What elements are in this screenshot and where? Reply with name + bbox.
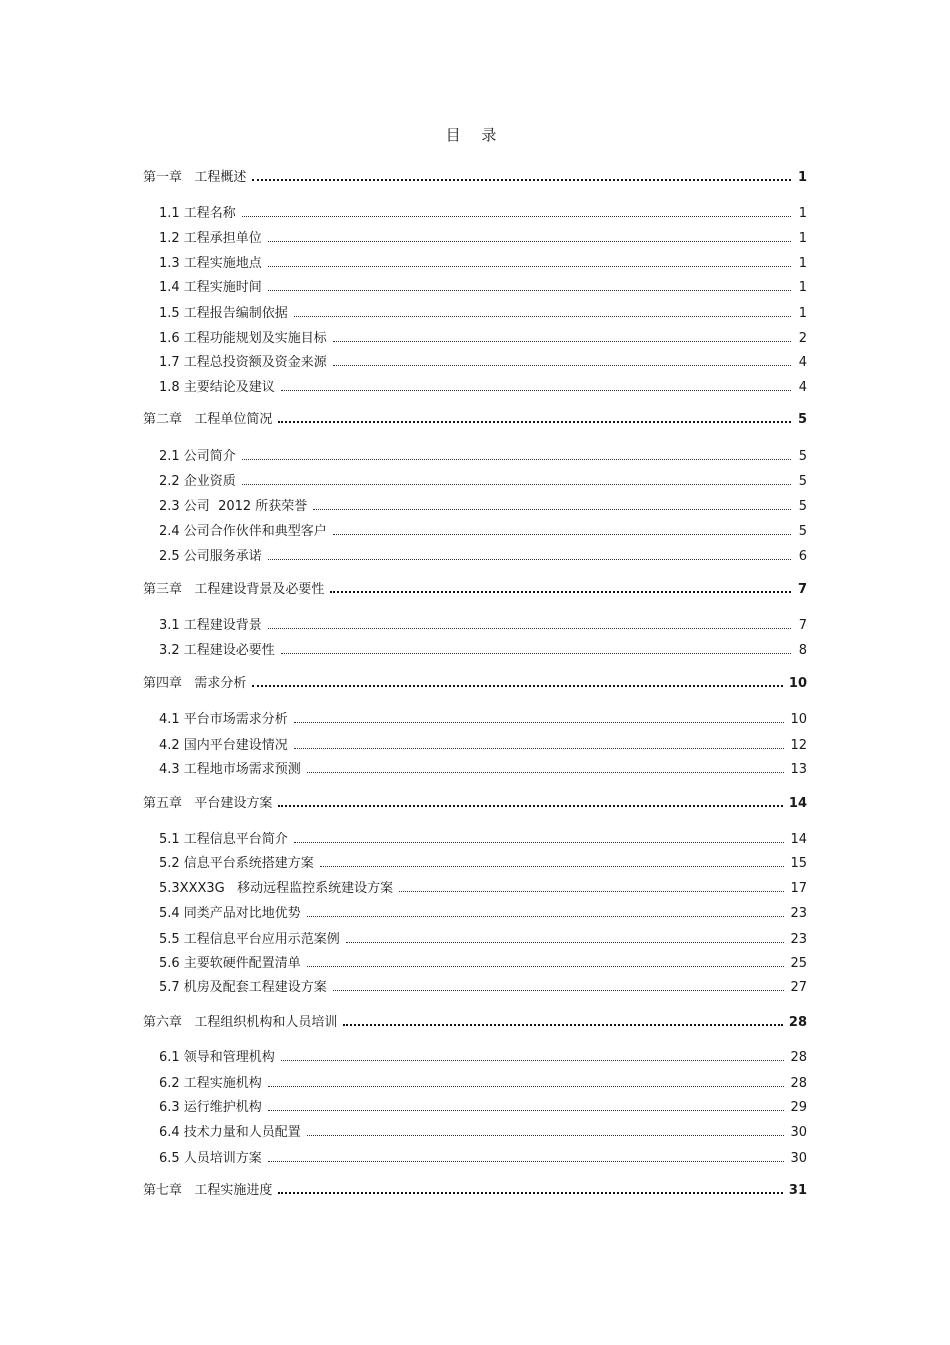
dot-leader: [281, 1060, 785, 1061]
toc-section-5-3[interactable]: [159, 878, 807, 896]
page-number: 1: [798, 206, 807, 221]
page-number: 23: [790, 932, 807, 947]
toc-section-1-8[interactable]: [159, 377, 807, 395]
page-number: 1: [798, 280, 807, 295]
toc-section-2-5[interactable]: [159, 546, 807, 564]
section-label: 5.1 工程信息平台简介: [159, 832, 288, 847]
dot-leader: [333, 990, 785, 991]
dot-leader: [333, 341, 791, 342]
toc-chapter-1[interactable]: [143, 167, 807, 185]
toc-section-1-3[interactable]: [159, 253, 807, 271]
dot-leader: [268, 559, 791, 560]
section-label: 1.8 主要结论及建议: [159, 380, 275, 395]
toc-section-6-2[interactable]: [159, 1073, 807, 1091]
page-number: 27: [790, 980, 807, 995]
section-label: 5.2 信息平台系统搭建方案: [159, 856, 314, 871]
page-number: 23: [790, 906, 807, 921]
section-label: 6.2 工程实施机构: [159, 1076, 262, 1091]
page-number: 10: [790, 712, 807, 727]
section-label: 5.4 同类产品对比地优势: [159, 906, 301, 921]
page-number: 5: [797, 412, 807, 427]
toc-chapter-6[interactable]: [143, 1012, 807, 1030]
page-number: 14: [790, 832, 807, 847]
chapter-label: 第一章 工程概述: [143, 170, 247, 185]
toc-section-3-1[interactable]: [159, 615, 807, 633]
chapter-label: 第六章 工程组织机构和人员培训: [143, 1015, 338, 1030]
toc-section-1-1[interactable]: [159, 203, 807, 221]
page-number: 5: [798, 499, 807, 514]
dot-leader: [307, 1135, 785, 1136]
dot-leader: [252, 179, 791, 181]
toc-chapter-5[interactable]: [143, 793, 807, 811]
toc-section-2-4[interactable]: [159, 521, 807, 539]
dot-leader: [307, 916, 785, 917]
section-label: 1.1 工程名称: [159, 206, 236, 221]
section-label: 2.5 公司服务承诺: [159, 549, 262, 564]
section-label: 1.3 工程实施地点: [159, 256, 262, 271]
toc-chapter-2[interactable]: [143, 409, 807, 427]
toc-section-5-4[interactable]: [159, 903, 807, 921]
page-number: 29: [790, 1100, 807, 1115]
dot-leader: [268, 1161, 785, 1162]
dot-leader: [294, 842, 785, 843]
chapter-label: 第三章 工程建设背景及必要性: [143, 582, 325, 597]
dot-leader: [268, 241, 791, 242]
dot-leader: [320, 866, 785, 867]
toc-section-5-6[interactable]: [159, 953, 807, 971]
page-number: 5: [798, 474, 807, 489]
page-number: 2: [798, 331, 807, 346]
section-label: 1.6 工程功能规划及实施目标: [159, 331, 327, 346]
toc-section-4-2[interactable]: [159, 735, 807, 753]
dot-leader: [281, 653, 791, 654]
page-number: 25: [790, 956, 807, 971]
dot-leader: [268, 266, 791, 267]
toc-section-5-1[interactable]: [159, 829, 807, 847]
section-label: 6.1 领导和管理机构: [159, 1050, 275, 1065]
dot-leader: [333, 365, 791, 366]
section-label: 1.2 工程承担单位: [159, 231, 262, 246]
chapter-label: 第五章 平台建设方案: [143, 796, 273, 811]
page-number: 1: [798, 256, 807, 271]
page-number: 4: [798, 355, 807, 370]
dot-leader: [399, 891, 784, 892]
toc-section-6-1[interactable]: [159, 1047, 807, 1065]
section-label: 3.1 工程建设背景: [159, 618, 262, 633]
toc-section-1-2[interactable]: [159, 228, 807, 246]
dot-leader: [294, 316, 791, 317]
toc-section-1-5[interactable]: [159, 303, 807, 321]
dot-leader: [281, 390, 791, 391]
page-number: 5: [798, 449, 807, 464]
toc-section-1-7[interactable]: [159, 352, 807, 370]
dot-leader: [252, 685, 783, 687]
dot-leader: [278, 1192, 783, 1194]
section-label: 5.5 工程信息平台应用示范案例: [159, 932, 340, 947]
toc-section-6-4[interactable]: [159, 1122, 807, 1140]
page-number: 30: [790, 1151, 807, 1166]
dot-leader: [330, 591, 791, 593]
toc-section-2-3[interactable]: [159, 496, 807, 514]
dot-leader: [242, 459, 791, 460]
page-number: 1: [798, 231, 807, 246]
dot-leader: [242, 216, 791, 217]
section-label: 2.3 公司 2012 所获荣誉: [159, 499, 308, 514]
page-number: 5: [798, 524, 807, 539]
page-number: 28: [790, 1076, 807, 1091]
toc-chapter-3[interactable]: [143, 579, 807, 597]
section-label: 6.3 运行维护机构: [159, 1100, 262, 1115]
dot-leader: [268, 290, 791, 291]
section-label: 2.4 公司合作伙伴和典型客户: [159, 524, 327, 539]
toc-section-2-2[interactable]: [159, 471, 807, 489]
page-number: 30: [790, 1125, 807, 1140]
section-label: 3.2 工程建设必要性: [159, 643, 275, 658]
dot-leader: [333, 534, 791, 535]
section-label: 1.4 工程实施时间: [159, 280, 262, 295]
toc-chapter-7[interactable]: [143, 1180, 807, 1198]
dot-leader: [313, 509, 791, 510]
section-label: 4.2 国内平台建设情况: [159, 738, 288, 753]
dot-leader: [343, 1024, 783, 1026]
section-label: 2.2 企业资质: [159, 474, 236, 489]
dot-leader: [307, 966, 785, 967]
toc-section-6-3[interactable]: [159, 1097, 807, 1115]
toc-section-1-4[interactable]: [159, 277, 807, 295]
toc-section-3-2[interactable]: [159, 640, 807, 658]
page-number: 14: [788, 796, 807, 811]
page-number: 4: [798, 380, 807, 395]
dot-leader: [278, 421, 791, 423]
toc-section-1-6[interactable]: [159, 328, 807, 346]
page-number: 8: [798, 643, 807, 658]
section-label: 6.4 技术力量和人员配置: [159, 1125, 301, 1140]
dot-leader: [294, 722, 785, 723]
toc-chapter-4[interactable]: [143, 673, 807, 691]
dot-leader: [278, 805, 783, 807]
page-number: 7: [797, 582, 807, 597]
page-number: 6: [798, 549, 807, 564]
page-number: 28: [790, 1050, 807, 1065]
page-number: 28: [788, 1015, 807, 1030]
toc-section-6-5[interactable]: [159, 1148, 807, 1166]
toc-section-4-3[interactable]: [159, 759, 807, 777]
chapter-label: 第二章 工程单位简况: [143, 412, 273, 427]
dot-leader: [268, 628, 791, 629]
dot-leader: [268, 1086, 785, 1087]
dot-leader: [268, 1110, 785, 1111]
toc-section-2-1[interactable]: [159, 446, 807, 464]
dot-leader: [346, 942, 785, 943]
page-number: 1: [797, 170, 807, 185]
toc-section-5-2[interactable]: [159, 853, 807, 871]
dot-leader: [294, 748, 785, 749]
section-label: 5.7 机房及配套工程建设方案: [159, 980, 327, 995]
page-number: 13: [790, 762, 807, 777]
chapter-label: 第四章 需求分析: [143, 676, 247, 691]
chapter-label: 第七章 工程实施进度: [143, 1183, 273, 1198]
section-label: 5.6 主要软硬件配置清单: [159, 956, 301, 971]
toc-section-5-5[interactable]: [159, 929, 807, 947]
section-label: 4.3 工程地市场需求预测: [159, 762, 301, 777]
page-number: 31: [788, 1183, 807, 1198]
section-label: 1.5 工程报告编制依据: [159, 306, 288, 321]
dot-leader: [307, 772, 785, 773]
section-label: 2.1 公司简介: [159, 449, 236, 464]
section-label: 6.5 人员培训方案: [159, 1151, 262, 1166]
page-number: 1: [798, 306, 807, 321]
page-number: 12: [790, 738, 807, 753]
toc-title: 目 录: [445, 126, 505, 144]
page-number: 10: [788, 676, 807, 691]
section-label: 1.7 工程总投资额及资金来源: [159, 355, 327, 370]
page-number: 17: [790, 881, 807, 896]
section-label: 5.3XXX3G 移动远程监控系统建设方案: [159, 881, 394, 896]
page-number: 15: [790, 856, 807, 871]
dot-leader: [242, 484, 791, 485]
toc-section-4-1[interactable]: [159, 709, 807, 727]
section-label: 4.1 平台市场需求分析: [159, 712, 288, 727]
toc-section-5-7[interactable]: [159, 977, 807, 995]
page-number: 7: [798, 618, 807, 633]
